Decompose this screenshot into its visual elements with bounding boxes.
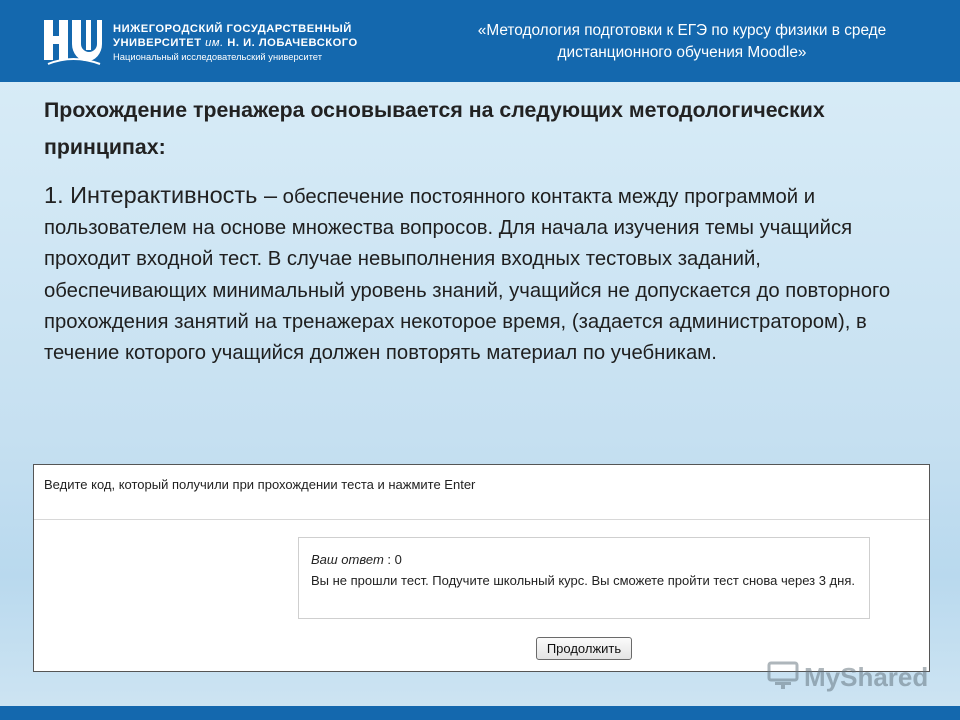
code-prompt: Ведите код, который получили при прохождении теста и нажмите Enter [44, 477, 476, 492]
principle-title: 1. Интерактивность – [44, 182, 278, 208]
university-name-line1: НИЖЕГОРОДСКИЙ ГОСУДАРСТВЕННЫЙ [113, 23, 352, 35]
watermark-brand: MyShared [804, 662, 929, 692]
university-abbr: им. [205, 37, 224, 49]
answer-value: : 0 [387, 552, 402, 567]
university-name-line2 [113, 36, 358, 50]
university-subtitle: Национальный исследовательский университет [113, 51, 322, 62]
watermark-small-text: informescufiles [816, 652, 883, 663]
presentation-icon [766, 660, 800, 690]
moodle-screenshot [33, 464, 930, 672]
slide-heading: Прохождение тренажера основывается на следующих методологических принципах: [44, 98, 825, 159]
answer-label: Ваш ответ [311, 552, 384, 567]
university-person: Н. И. ЛОБАЧЕВСКОГО [227, 37, 358, 49]
talk-title: «Методология подготовки к ЕГЭ по курсу физики в среде дистанционного обучения Moodle» [477, 22, 887, 61]
university-name [113, 22, 358, 64]
principle-text: обеспечение постоянного контакта между программой и пользователем на основе множества вопросов. Для начала изучения темы учащийся проходит входной тест. В случае невыполнения входных тестовых заданий, обеспечивающих минимальный уровень знаний, учащийся не допускается до повторного прохождения занятий на тренажерах некоторое время, (задается администратором), в течение которого учащийся должен повторять материал по учебникам. [44, 186, 891, 365]
answer-line [311, 549, 857, 570]
watermark [766, 652, 929, 698]
continue-button[interactable]: Продолжить [536, 637, 632, 660]
result-box [298, 537, 870, 619]
result-message: Вы не прошли тест. Подучите школьный курс. Вы сможете пройти тест снова через 3 дня. [311, 573, 855, 588]
moodle-divider [34, 519, 929, 520]
principle-paragraph [44, 180, 924, 369]
university-word: УНИВЕРСИТЕТ [113, 37, 202, 49]
header-bar [0, 0, 960, 82]
university-logo-icon [42, 14, 104, 68]
footer-bar [0, 706, 960, 720]
